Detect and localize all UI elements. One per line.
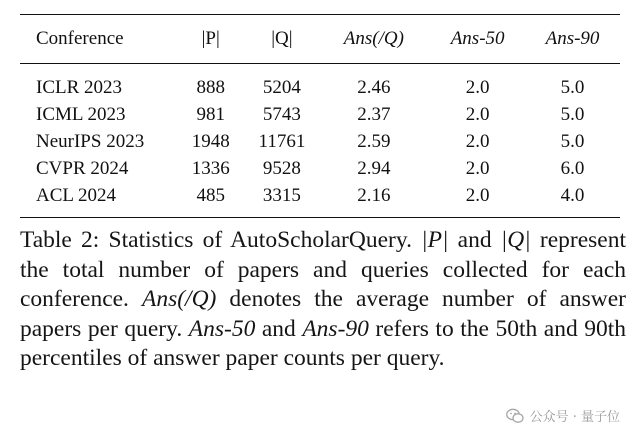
cell-ans-90: 5.0 — [560, 76, 585, 98]
cell-ans-90: 5.0 — [560, 103, 585, 125]
caption-label: Table 2: — [20, 227, 100, 253]
cell-papers: 1336 — [191, 157, 230, 179]
wechat-icon — [506, 408, 524, 424]
table-caption — [20, 226, 626, 374]
cell-ans-per-query: 2.59 — [357, 130, 391, 152]
table-row — [20, 155, 620, 182]
header-papers: |P| — [201, 28, 220, 49]
header-ans-50: Ans-50 — [450, 28, 505, 49]
cell-queries: 5204 — [262, 76, 301, 98]
cell-ans-90: 5.0 — [560, 130, 585, 152]
cell-ans-50: 2.0 — [465, 184, 490, 206]
statistics-table-container — [20, 14, 620, 218]
caption-ans-50-symbol: Ans-50 — [188, 315, 256, 342]
cell-papers: 888 — [196, 76, 225, 98]
cell-ans-per-query: 2.94 — [357, 157, 391, 179]
cell-ans-50: 2.0 — [465, 130, 490, 152]
caption-text: and — [255, 315, 303, 342]
cell-ans-per-query: 2.37 — [357, 103, 391, 125]
watermark-text: 公众号 · 量子位 — [529, 410, 620, 425]
caption-ans-90-symbol: Ans-90 — [302, 315, 369, 342]
cell-queries: 3315 — [262, 184, 301, 206]
header-queries: |Q| — [271, 28, 293, 49]
caption-ans-per-query-symbol: Ans(/Q) — [141, 286, 217, 312]
cell-ans-50: 2.0 — [465, 103, 490, 125]
header-ans-90: Ans-90 — [545, 28, 600, 49]
caption-text: Statistics of AutoScholarQuery. — [99, 227, 422, 253]
cell-queries: 5743 — [262, 103, 301, 125]
caption-queries-symbol: |Q| — [500, 227, 531, 253]
cell-queries: 9528 — [262, 157, 301, 179]
caption-text: refers to the 50th and 90th percentiles of answer paper counts per query. — [20, 315, 626, 371]
statistics-table — [20, 14, 620, 218]
table-row — [20, 64, 620, 102]
cell-queries: 11761 — [258, 130, 306, 152]
caption-text: denotes the average number of answer papers per query. — [20, 286, 626, 342]
cell-ans-50: 2.0 — [465, 157, 490, 179]
cell-conference: ACL 2024 — [36, 184, 117, 206]
cell-papers: 981 — [196, 103, 225, 125]
cell-ans-per-query: 2.46 — [357, 76, 391, 98]
caption-papers-symbol: |P| — [421, 227, 449, 253]
header-conference: Conference — [36, 28, 124, 49]
cell-conference: CVPR 2024 — [36, 157, 129, 179]
cell-ans-90: 4.0 — [560, 184, 585, 206]
watermark — [502, 404, 624, 427]
cell-papers: 1948 — [191, 130, 230, 152]
caption-text: and — [448, 227, 501, 253]
cell-conference: ICLR 2023 — [36, 76, 123, 98]
cell-ans-50: 2.0 — [465, 76, 490, 98]
table-header-row — [20, 15, 620, 64]
cell-papers: 485 — [196, 184, 225, 206]
cell-ans-90: 6.0 — [560, 157, 585, 179]
cell-conference: ICML 2023 — [36, 103, 126, 125]
header-ans-per-query: Ans(/Q) — [343, 28, 404, 49]
table-row — [20, 128, 620, 155]
table-row — [20, 101, 620, 128]
cell-ans-per-query: 2.16 — [357, 184, 391, 206]
cell-conference: NeurIPS 2023 — [36, 130, 145, 152]
table-row — [20, 182, 620, 218]
caption-text: represent the total number of papers and queries collected for each conference. — [20, 227, 627, 312]
